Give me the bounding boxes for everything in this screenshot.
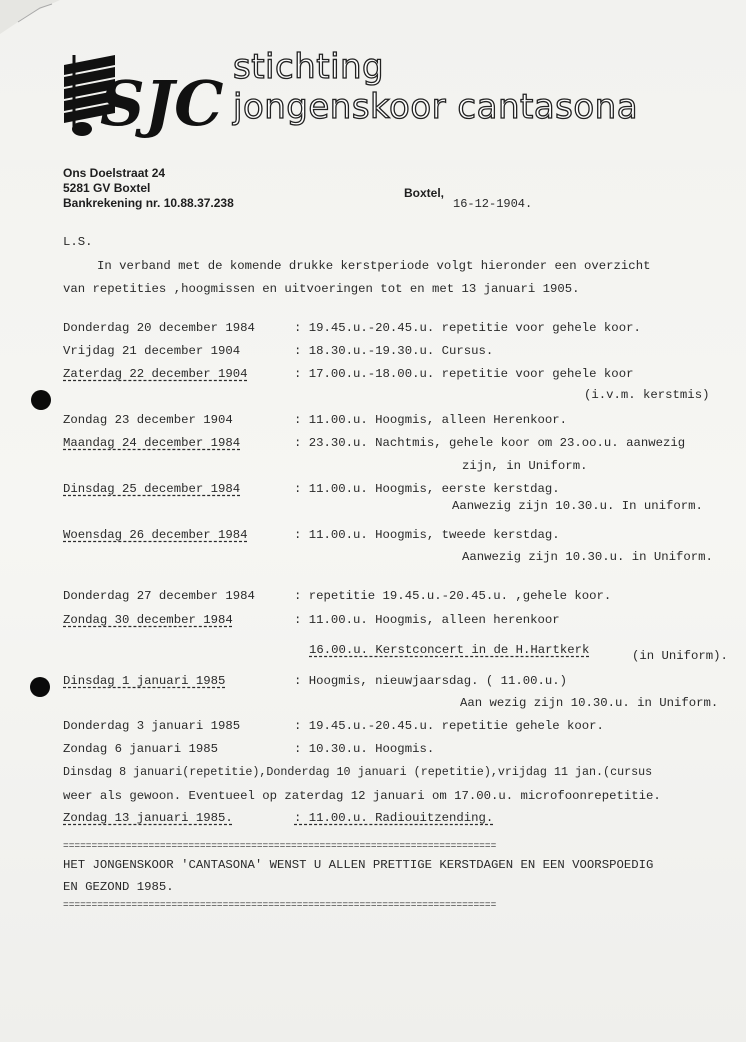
closing-line1: HET JONGENSKOOR 'CANTASONA' WENST U ALLEN PRETTIGE KERSTDAGEN EN EEN VOORSPOEDIG (63, 858, 654, 872)
bank-account: Bankrekening nr. 10.88.37.238 (63, 196, 234, 210)
extra-line1: Dinsdag 8 januari(repetitie),Donderdag 10 januari (repetitie),vrijdag 11 jan.(cursus (63, 765, 653, 779)
org-title-line1: stichting (233, 47, 385, 87)
letter-date: 16-12-1904. (453, 197, 533, 211)
intro-line1: In verband met de komende drukke kerstperiode volgt hieronder een overzicht (97, 259, 651, 273)
schedule-info: : 17.00.u.-18.00.u. repetitie voor gehele koor (294, 367, 634, 381)
schedule-info: : 11.00.u. Hoogmis, eerste kerstdag. (294, 482, 560, 496)
schedule-day: Maandag 24 december 1984 (63, 436, 241, 450)
cantasona-logo (60, 55, 224, 140)
schedule-day: Donderdag 27 december 1984 (63, 589, 255, 603)
schedule-day: Woensdag 26 december 1984 (63, 528, 248, 542)
divider-rule: ============================================================================ (63, 840, 497, 851)
schedule-info: Aanwezig zijn 10.30.u. in Uniform. (462, 550, 713, 564)
schedule-day: Dinsdag 25 december 1984 (63, 482, 241, 496)
schedule-day: Zondag 23 december 1904 (63, 413, 233, 427)
schedule-info: (in Uniform). (632, 649, 728, 663)
schedule-info: : 10.30.u. Hoogmis. (294, 742, 435, 756)
schedule-info: : 18.30.u.-19.30.u. Cursus. (294, 344, 494, 358)
schedule-day: Zaterdag 22 december 1904 (63, 367, 248, 381)
org-title-line2: jongenskoor cantasona (233, 87, 639, 127)
schedule-day: Zondag 6 januari 1985 (63, 742, 218, 756)
address-street: Ons Doelstraat 24 (63, 166, 166, 180)
schedule-info: zijn, in Uniform. (462, 459, 588, 473)
schedule-info: : 23.30.u. Nachtmis, gehele koor om 23.oo.u. aanwezig (294, 436, 686, 450)
letter-place: Boxtel, (404, 186, 445, 200)
punch-hole (30, 677, 50, 697)
schedule-info: : 11.00.u. Hoogmis, alleen Herenkoor. (294, 413, 568, 427)
salutation: L.S. (63, 235, 93, 249)
schedule-info: : 11.00.u. Radiouitzending. (294, 811, 494, 825)
intro-line2: van repetities ,hoogmissen en uitvoeringen tot en met 13 januari 1905. (63, 282, 580, 296)
address-city: 5281 GV Boxtel (63, 181, 151, 195)
schedule-day: Dinsdag 1 januari 1985 (63, 674, 226, 688)
schedule-info: : Hoogmis, nieuwjaarsdag. ( 11.00.u.) (294, 674, 568, 688)
schedule-day: Vrijdag 21 december 1904 (63, 344, 241, 358)
schedule-info: : 19.45.u.-20.45.u. repetitie voor gehele koor. (294, 321, 641, 335)
schedule-info: : 19.45.u.-20.45.u. repetitie gehele koor. (294, 719, 604, 733)
schedule-day: Zondag 13 januari 1985. (63, 811, 233, 825)
schedule-day: Donderdag 20 december 1984 (63, 321, 255, 335)
schedule-info: : 11.00.u. Hoogmis, tweede kerstdag. (294, 528, 560, 542)
schedule-info: (i.v.m. kerstmis) (584, 388, 710, 402)
closing-line2: EN GEZOND 1985. (63, 880, 174, 894)
extra-line2: weer als gewoon. Eventueel op zaterdag 12 januari om 17.00.u. microfoonrepetitie. (63, 789, 661, 803)
schedule-day: Donderdag 3 januari 1985 (63, 719, 241, 733)
torn-corner (0, 0, 70, 40)
schedule-info: : 11.00.u. Hoogmis, alleen herenkoor (294, 613, 560, 627)
schedule-day: Zondag 30 december 1984 (63, 613, 233, 627)
divider-rule: ============================================================================ (63, 899, 497, 910)
schedule-info: Aanwezig zijn 10.30.u. In uniform. (452, 499, 703, 513)
schedule-info: 16.00.u. Kerstconcert in de H.Hartkerk (309, 643, 590, 657)
schedule-info: Aan wezig zijn 10.30.u. in Uniform. (460, 696, 719, 710)
schedule-info: : repetitie 19.45.u.-20.45.u. ,gehele koor. (294, 589, 612, 603)
logo-letters: SJC (100, 67, 224, 140)
punch-hole (31, 390, 51, 410)
